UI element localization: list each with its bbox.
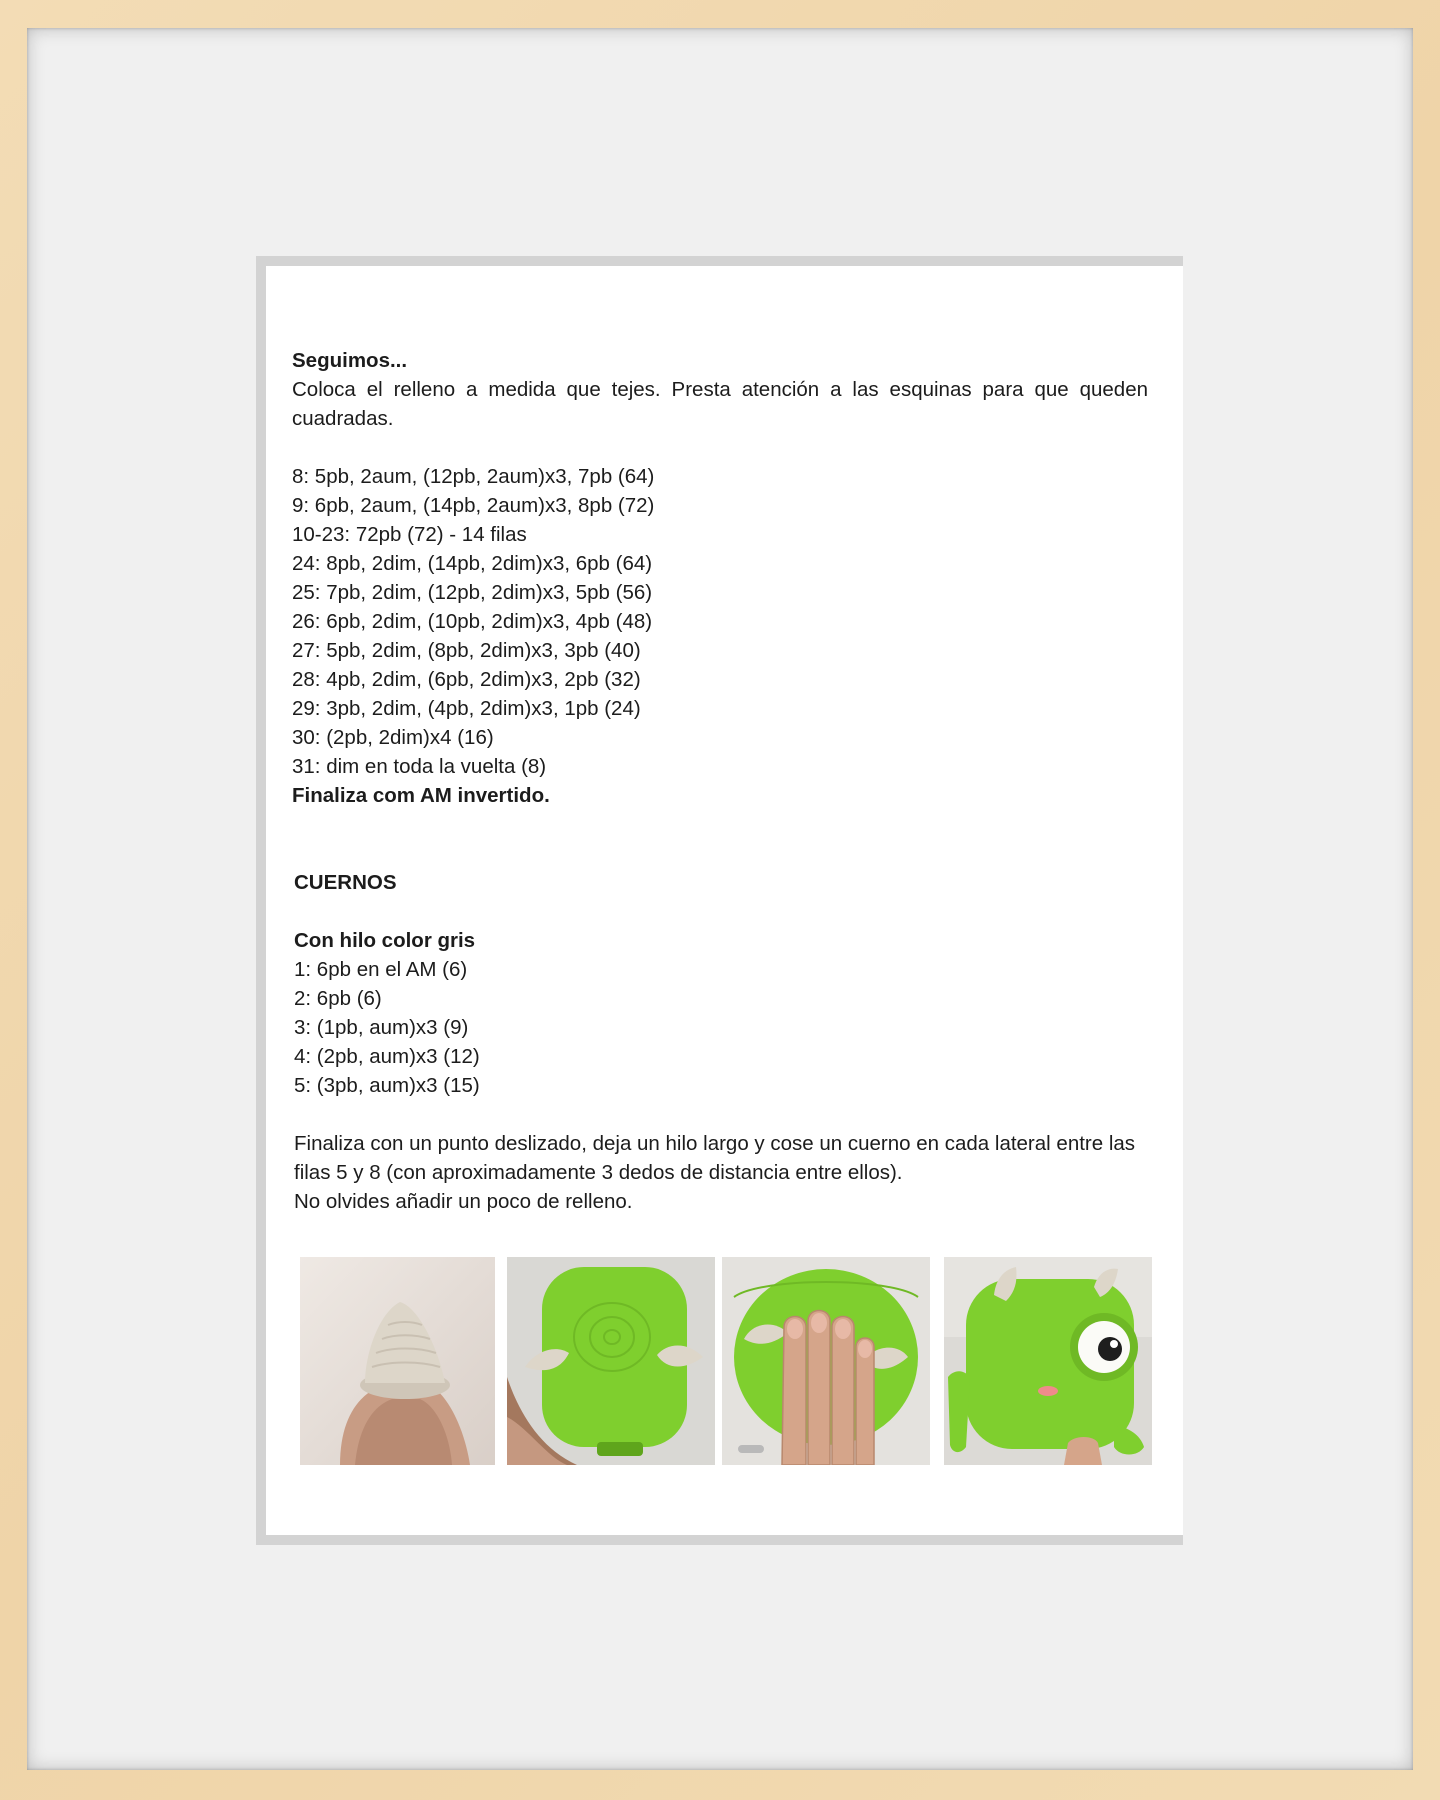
intro-text: Coloca el relleno a medida que tejes. Presta atención a las esquinas para que queden cuadradas. bbox=[292, 378, 1148, 430]
body-with-horns-photo bbox=[507, 1257, 715, 1465]
round-line: 30: (2pb, 2dim)x4 (16) bbox=[292, 726, 494, 749]
horns-subtitle: Con hilo color gris bbox=[294, 929, 476, 952]
finished-monster-photo bbox=[944, 1257, 1152, 1465]
horn-round-line: 4: (2pb, aum)x3 (12) bbox=[294, 1045, 480, 1068]
round-line: 28: 4pb, 2dim, (6pb, 2dim)x3, 2pb (32) bbox=[292, 668, 641, 691]
photo-strip bbox=[300, 1257, 1150, 1465]
document-page bbox=[266, 266, 1183, 1535]
page-content bbox=[292, 346, 1148, 1216]
horns-title: CUERNOS bbox=[294, 871, 397, 894]
round-line: 10-23: 72pb (72) - 14 filas bbox=[292, 523, 527, 546]
horn-round-line: 1: 6pb en el AM (6) bbox=[294, 958, 468, 981]
finish-note: Finaliza com AM invertido. bbox=[292, 784, 550, 807]
round-line: 9: 6pb, 2aum, (14pb, 2aum)x3, 8pb (72) bbox=[292, 494, 655, 517]
intro-heading: Seguimos... bbox=[292, 349, 408, 372]
hand-holding-body-photo bbox=[722, 1257, 930, 1465]
horn-round-line: 3: (1pb, aum)x3 (9) bbox=[294, 1016, 469, 1039]
horn-instructions: filas 5 y 8 (con aproximadamente 3 dedos de distancia entre ellos). bbox=[294, 1161, 903, 1184]
round-line: 31: dim en toda la vuelta (8) bbox=[292, 755, 547, 778]
round-line: 24: 8pb, 2dim, (14pb, 2dim)x3, 6pb (64) bbox=[292, 552, 653, 575]
round-line: 25: 7pb, 2dim, (12pb, 2dim)x3, 5pb (56) bbox=[292, 581, 653, 604]
horn-instructions: No olvides añadir un poco de relleno. bbox=[294, 1190, 633, 1213]
round-line: 29: 3pb, 2dim, (4pb, 2dim)x3, 1pb (24) bbox=[292, 697, 641, 720]
horn-round-line: 5: (3pb, aum)x3 (15) bbox=[294, 1074, 480, 1097]
horn-round-line: 2: 6pb (6) bbox=[294, 987, 382, 1010]
round-line: 26: 6pb, 2dim, (10pb, 2dim)x3, 4pb (48) bbox=[292, 610, 653, 633]
horn-instructions: Finaliza con un punto deslizado, deja un hilo largo y cose un cuerno en cada lateral entre las bbox=[294, 1132, 1136, 1155]
round-line: 27: 5pb, 2dim, (8pb, 2dim)x3, 3pb (40) bbox=[292, 639, 641, 662]
round-line: 8: 5pb, 2aum, (12pb, 2aum)x3, 7pb (64) bbox=[292, 465, 655, 488]
horn-photo bbox=[300, 1257, 495, 1465]
